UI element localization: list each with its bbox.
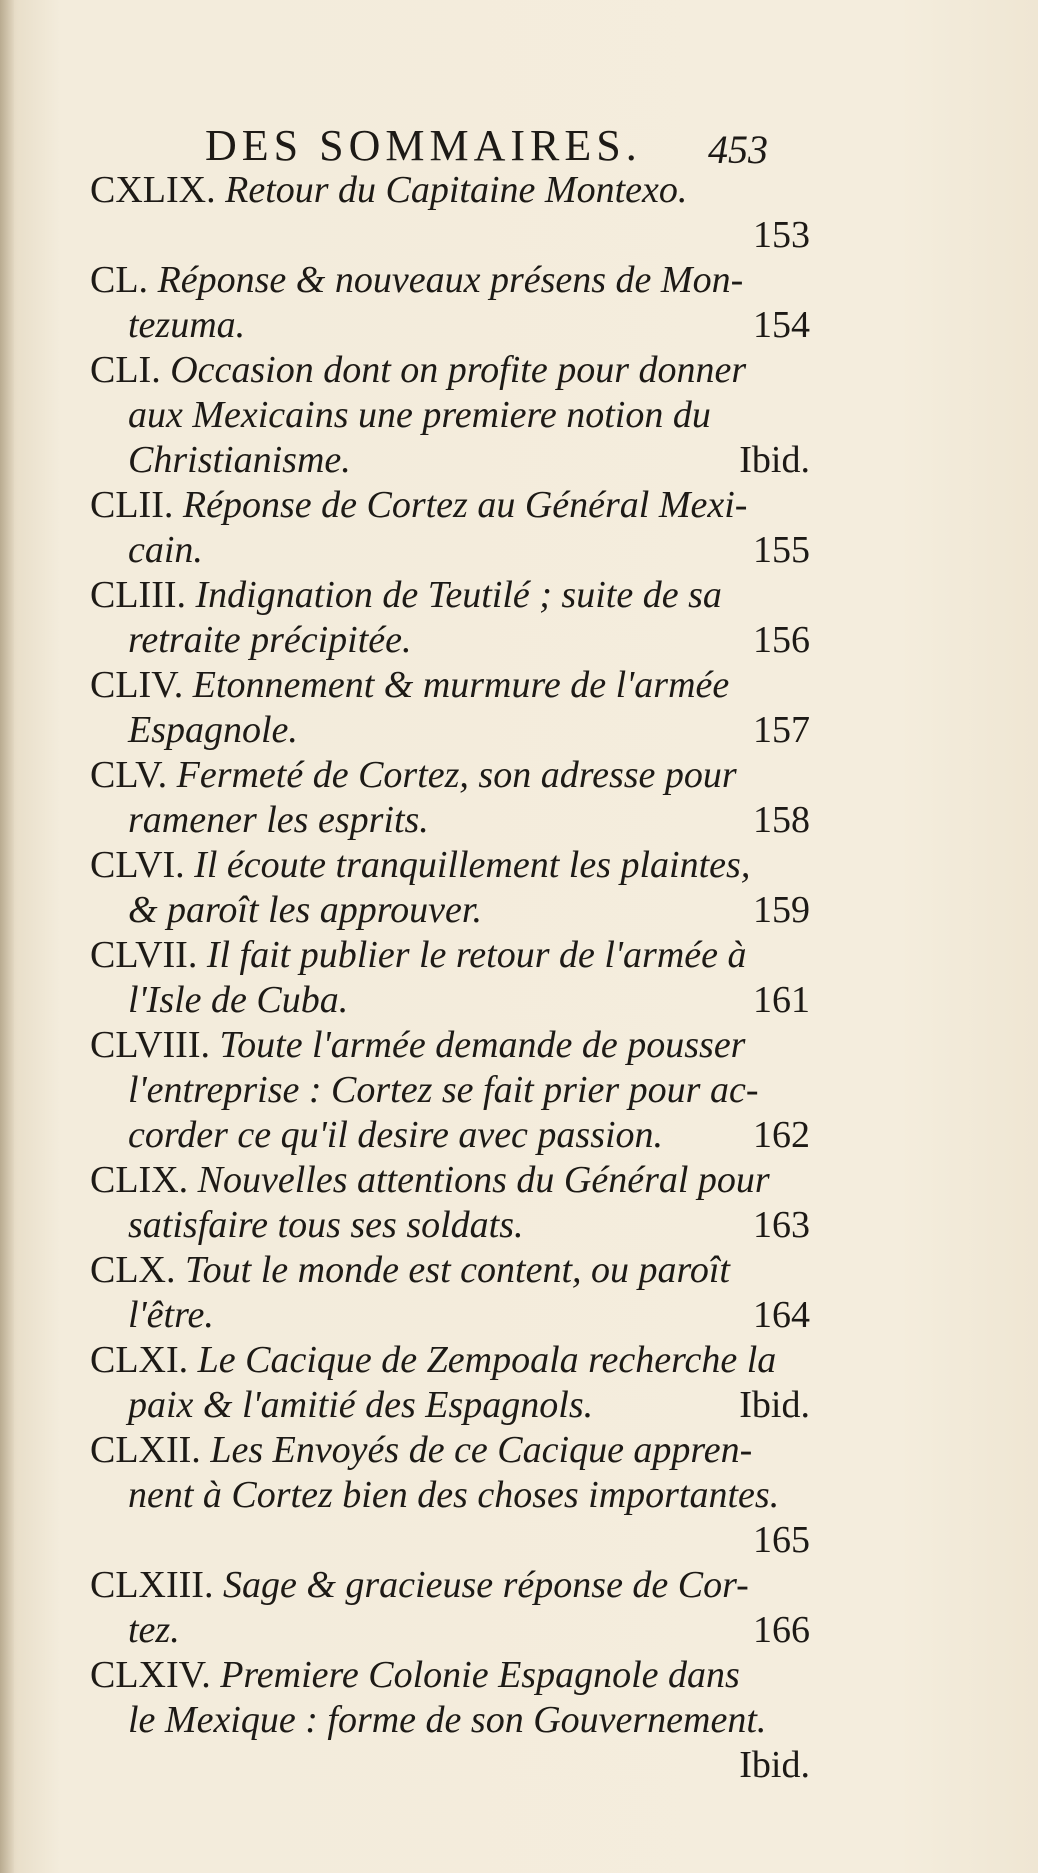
toc-entry-line	[90, 258, 810, 303]
entry-title-text: Etonnement & murmure de l'armée	[192, 664, 730, 706]
toc-entry-line	[90, 978, 810, 1023]
toc-entry-line	[90, 663, 810, 708]
entry-numeral: CLXIV.	[90, 1654, 221, 1696]
entry-numeral: CL.	[90, 259, 158, 301]
table-of-contents	[90, 168, 810, 1788]
entry-numeral: CLXIII.	[90, 1564, 223, 1606]
entry-title-text: tezuma.	[128, 304, 246, 346]
entry-title-text: cain.	[128, 529, 203, 571]
entry-page-ref: 157	[753, 709, 810, 751]
entry-title-text: l'entreprise : Cortez se fait prier pour ac-	[128, 1069, 759, 1111]
toc-entry	[90, 663, 810, 753]
toc-entry-line	[90, 303, 810, 348]
entry-page-ref: 166	[753, 1609, 810, 1651]
entry-page-ref: Ibid.	[739, 1744, 810, 1786]
entry-title-text: corder ce qu'il desire avec passion.	[128, 1114, 664, 1156]
toc-entry-line	[90, 1068, 810, 1113]
entry-title-text: Nouvelles attentions du Général pour	[197, 1159, 770, 1201]
entry-page-ref: 164	[753, 1294, 810, 1336]
entry-page-ref: 156	[753, 619, 810, 661]
entry-numeral: CLIX.	[90, 1159, 198, 1201]
toc-entry-line	[90, 888, 810, 933]
toc-entry-line	[90, 1383, 810, 1428]
entry-page-ref: 159	[753, 889, 810, 931]
entry-title-text: le Mexique : forme de son Gouvernement.	[128, 1699, 767, 1741]
toc-entry-line	[90, 1293, 810, 1338]
entry-title-text: Indignation de Teutilé ; suite de sa	[195, 574, 722, 616]
entry-title-text: nent à Cortez bien des choses importantes.	[128, 1474, 780, 1516]
toc-entry-line	[90, 348, 810, 393]
entry-numeral: CLII.	[90, 484, 183, 526]
entry-title-text: Réponse & nouveaux présens de Mon-	[157, 259, 744, 301]
entry-page-ref: Ibid.	[739, 1384, 810, 1426]
entry-numeral: CLXII.	[90, 1429, 211, 1471]
entry-page-ref: 158	[753, 799, 810, 841]
entry-title-text: Premiere Colonie Espagnole dans	[220, 1654, 740, 1696]
entry-title-text: Fermeté de Cortez, son adresse pour	[176, 754, 737, 796]
entry-title-text: Occasion dont on profite pour donner	[170, 349, 747, 391]
entry-numeral: CLIV.	[90, 664, 193, 706]
toc-entry-line	[90, 1563, 810, 1608]
toc-entry-line	[90, 393, 810, 438]
entry-title-text: satisfaire tous ses soldats.	[128, 1204, 524, 1246]
entry-title-text: l'Isle de Cuba.	[128, 979, 349, 1021]
entry-numeral: CLI.	[90, 349, 171, 391]
entry-page-ref: Ibid.	[739, 439, 810, 481]
toc-entry-line	[90, 528, 810, 573]
toc-entry-line	[90, 483, 810, 528]
page-gutter	[0, 0, 14, 1873]
entry-page-ref: 155	[753, 529, 810, 571]
entry-title-text: & paroît les approuver.	[128, 889, 482, 931]
toc-entry	[90, 843, 810, 933]
toc-entry-line	[90, 933, 810, 978]
entry-page-ref: 153	[753, 214, 810, 256]
toc-entry-line	[90, 1698, 810, 1743]
page-number: 453	[708, 127, 768, 172]
toc-entry	[90, 573, 810, 663]
toc-entry-line	[90, 1473, 810, 1518]
toc-entry	[90, 1428, 810, 1563]
toc-entry-line	[90, 573, 810, 618]
entry-title-text: Sage & gracieuse réponse de Cor-	[222, 1564, 749, 1606]
toc-entry	[90, 258, 810, 348]
toc-entry-line	[90, 798, 810, 843]
toc-entry-line	[90, 1428, 810, 1473]
toc-entry-line	[90, 1248, 810, 1293]
entry-page-ref: 161	[753, 979, 810, 1021]
toc-entry-line	[90, 1158, 810, 1203]
entry-title-text: Retour du Capitaine Montexo.	[225, 169, 688, 211]
toc-entry-line	[90, 708, 810, 753]
toc-entry-line	[90, 1653, 810, 1698]
entry-title-text: paix & l'amitié des Espagnols.	[128, 1384, 594, 1426]
entry-numeral: CLVII.	[90, 934, 207, 976]
toc-entry	[90, 1158, 810, 1248]
entry-title-text: aux Mexicains une premiere notion du	[128, 394, 711, 436]
entry-title-text: ramener les esprits.	[128, 799, 429, 841]
entry-numeral: CLVIII.	[90, 1024, 220, 1066]
toc-entry-line	[90, 1113, 810, 1158]
toc-entry-line	[90, 843, 810, 888]
toc-entry-line	[90, 1338, 810, 1383]
entry-title-text: Les Envoyés de ce Cacique appren-	[210, 1429, 753, 1471]
toc-entry	[90, 1563, 810, 1653]
toc-entry	[90, 168, 810, 258]
toc-entry	[90, 348, 810, 483]
toc-entry	[90, 1338, 810, 1428]
toc-entry	[90, 1653, 810, 1788]
entry-numeral: CXLIX.	[90, 169, 226, 211]
entry-title-text: l'être.	[128, 1294, 214, 1336]
entry-title-text: Christianisme.	[128, 439, 351, 481]
page-header	[0, 112, 1038, 172]
toc-entry-line	[90, 168, 810, 213]
toc-entry-line	[90, 753, 810, 798]
entry-title-text: Espagnole.	[128, 709, 298, 751]
entry-page-ref: 163	[753, 1204, 810, 1246]
entry-title-text: Réponse de Cortez au Général Mexi-	[182, 484, 748, 526]
running-title: DES SOMMAIRES.	[205, 121, 642, 170]
toc-entry-line	[90, 1023, 810, 1068]
toc-entry-line	[90, 618, 810, 663]
entry-title-text: retraite précipitée.	[128, 619, 412, 661]
toc-entry	[90, 483, 810, 573]
toc-entry-line	[90, 438, 810, 483]
toc-entry	[90, 1248, 810, 1338]
toc-entry-line	[90, 1608, 810, 1653]
entry-numeral: CLX.	[90, 1249, 185, 1291]
entry-title-text: tez.	[128, 1609, 180, 1651]
toc-entry-line	[90, 1203, 810, 1248]
entry-numeral: CLV.	[90, 754, 177, 796]
entry-page-ref: 154	[753, 304, 810, 346]
toc-entry	[90, 933, 810, 1023]
entry-title-text: Il fait publier le retour de l'armée à	[206, 934, 747, 976]
entry-numeral: CLXI.	[90, 1339, 198, 1381]
entry-title-text: Tout le monde est content, ou paroît	[185, 1249, 730, 1291]
toc-entry	[90, 1023, 810, 1158]
entry-title-text: Le Cacique de Zempoala recherche la	[197, 1339, 777, 1381]
entry-page-ref: 162	[753, 1114, 810, 1156]
entry-page-ref: 165	[753, 1519, 810, 1561]
entry-numeral: CLVI.	[90, 844, 195, 886]
toc-entry	[90, 753, 810, 843]
entry-title-text: Il écoute tranquillement les plaintes,	[194, 844, 751, 886]
entry-numeral: CLIII.	[90, 574, 196, 616]
entry-title-text: Toute l'armée demande de pousser	[219, 1024, 746, 1066]
